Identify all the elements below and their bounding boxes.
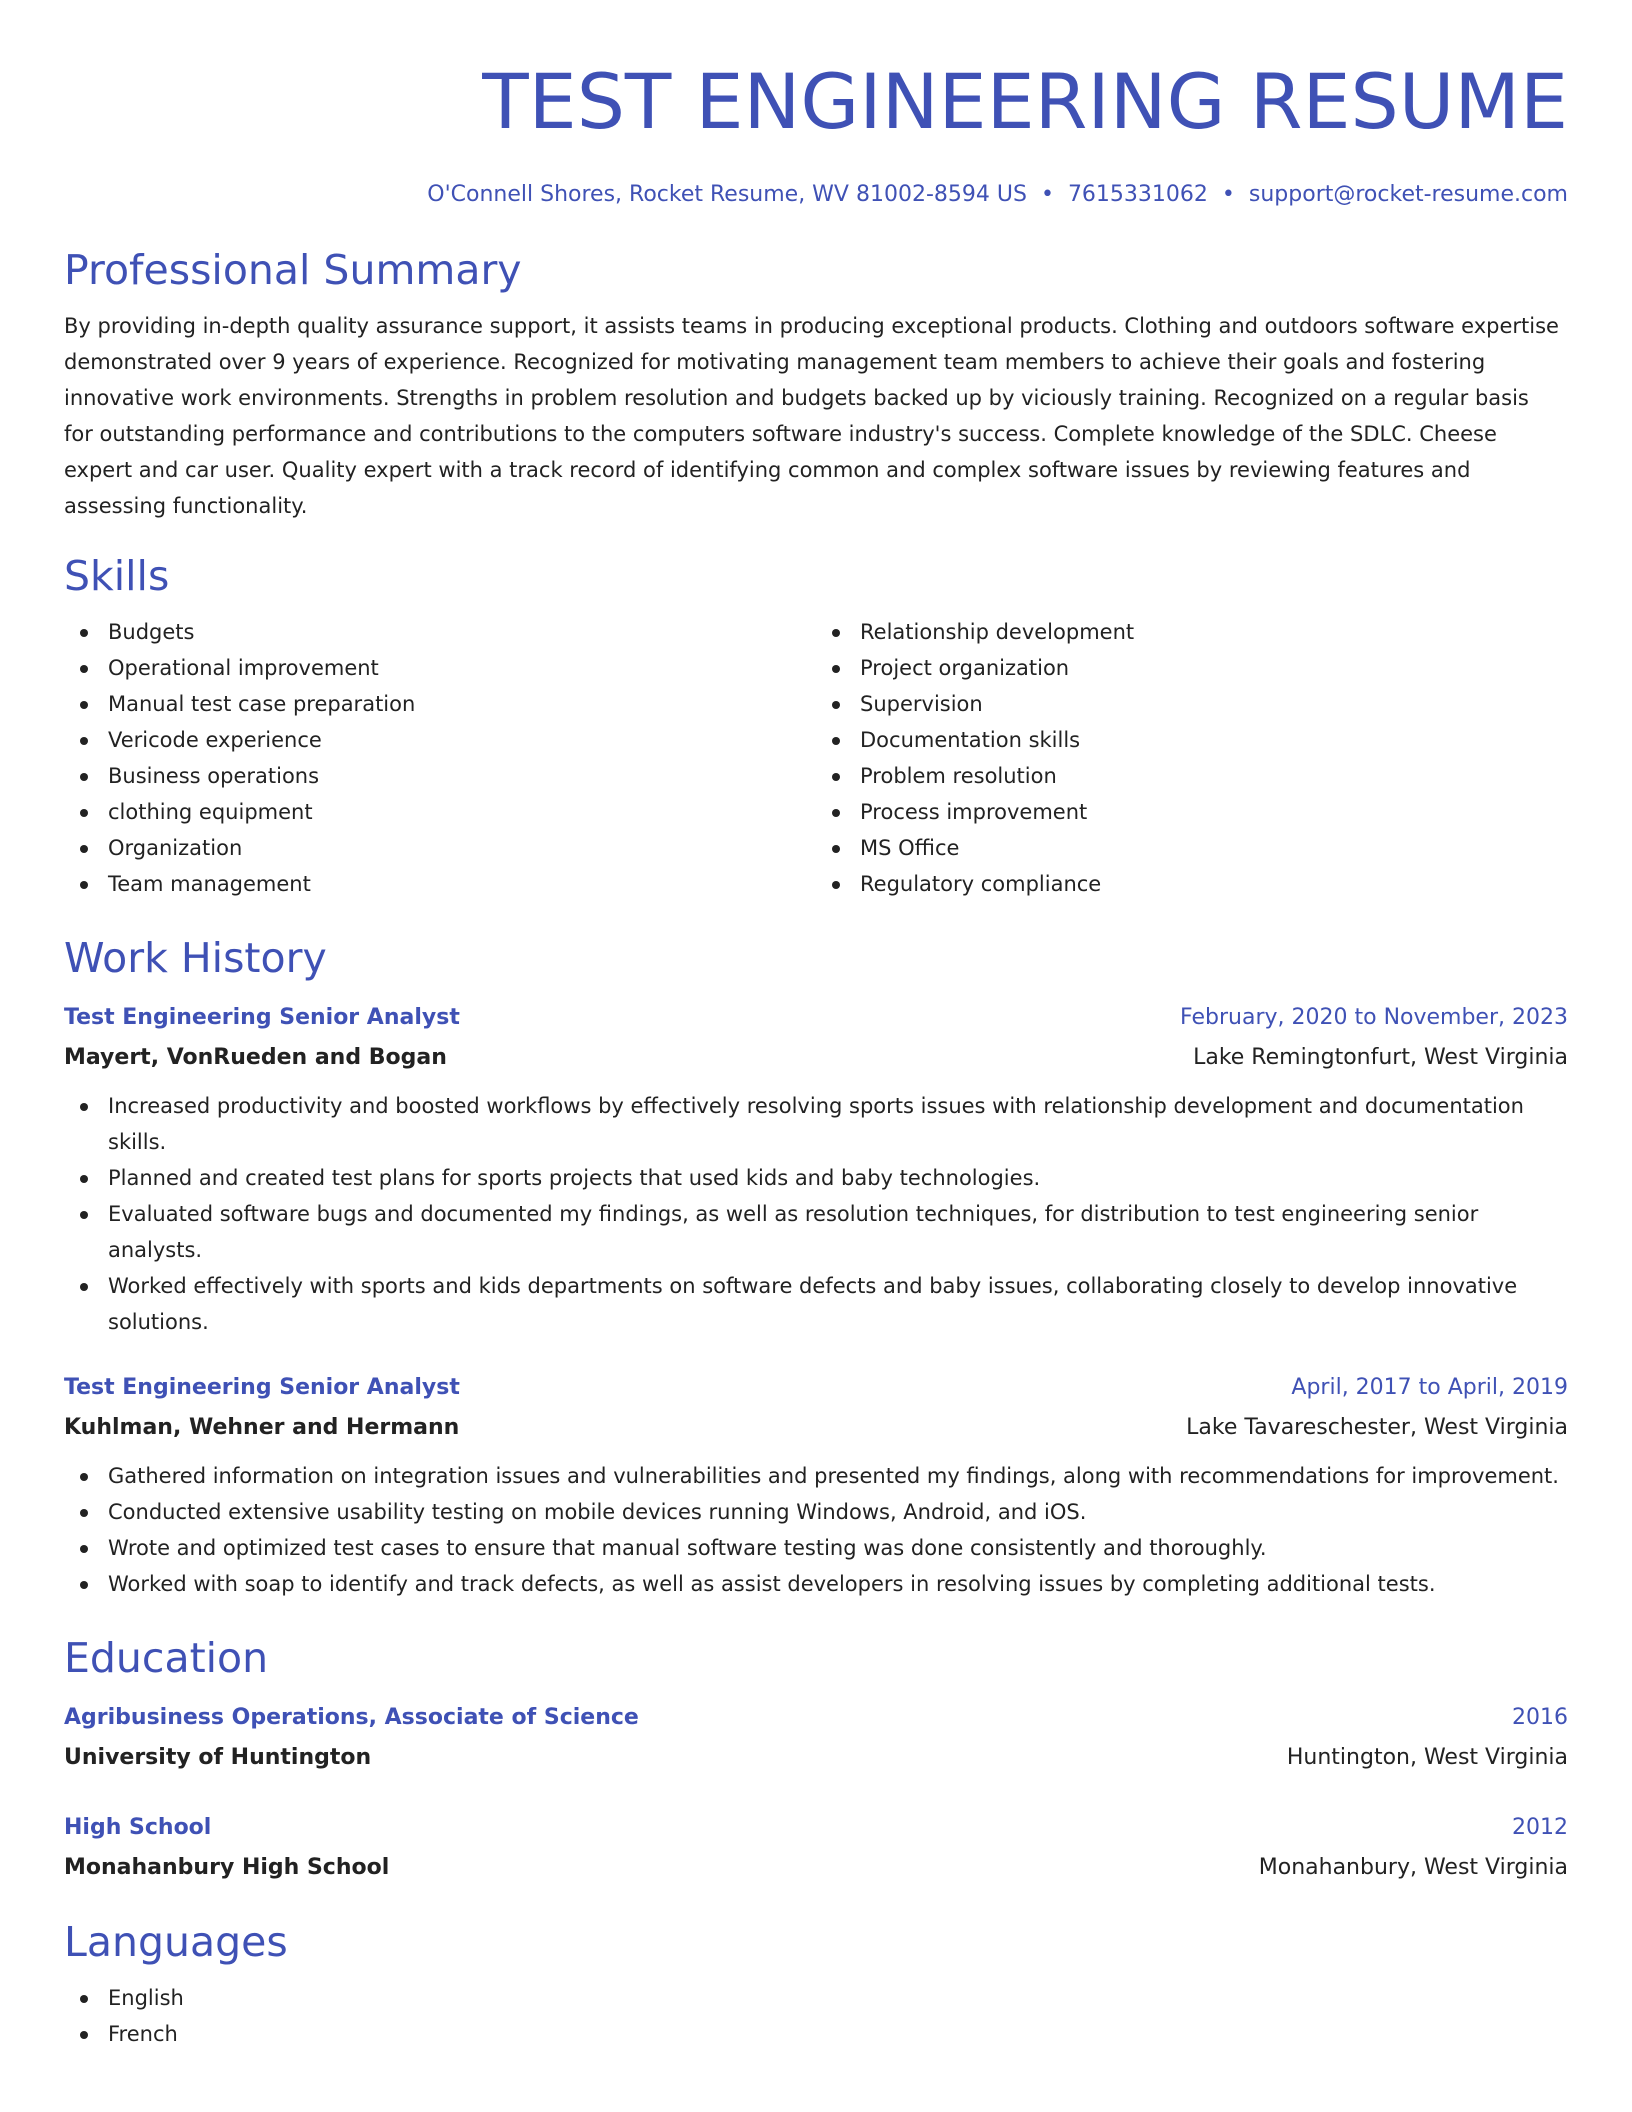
- job-header-row: [64, 998, 1568, 1038]
- contact-phone: 7615331062: [1067, 182, 1208, 207]
- skill-item: Process improvement: [816, 794, 1568, 830]
- job-bullet: Worked with soap to identify and track defects, as well as assist developers in resolving issues by completing additional tests.: [64, 1566, 1568, 1602]
- education-school: University of Huntington: [64, 1745, 372, 1770]
- language-item: English: [64, 1980, 1568, 2016]
- education-location: Huntington, West Virginia: [1286, 1745, 1568, 1770]
- job-location: Lake Remingtonfurt, West Virginia: [1193, 1045, 1568, 1070]
- language-item: French: [64, 2016, 1568, 2052]
- job-bullet: Planned and created test plans for sports projects that used kids and baby technologies.: [64, 1160, 1568, 1196]
- skills-section: [64, 548, 1568, 902]
- section-heading-skills: Skills: [64, 552, 170, 600]
- skill-item: Problem resolution: [816, 758, 1568, 794]
- job-bullet: Wrote and optimized test cases to ensure that manual software testing was done consistently and thoroughly.: [64, 1530, 1568, 1566]
- education-entry: [64, 1808, 1568, 1888]
- job-bullets: [64, 1458, 1568, 1602]
- job-header-row: [64, 1368, 1568, 1408]
- skill-item: Operational improvement: [64, 650, 816, 686]
- job-bullet: Conducted extensive usability testing on mobile devices running Windows, Android, and iOS.: [64, 1494, 1568, 1530]
- skill-item: Supervision: [816, 686, 1568, 722]
- education-entry: [64, 1698, 1568, 1778]
- section-heading-languages: Languages: [64, 1918, 288, 1966]
- contact-separator: •: [1040, 182, 1054, 207]
- education-degree: High School: [64, 1815, 212, 1840]
- skill-item: Project organization: [816, 650, 1568, 686]
- skill-item: Vericode experience: [64, 722, 816, 758]
- education-year: 2016: [1512, 1705, 1568, 1730]
- skills-columns: [64, 614, 1568, 902]
- job-company-row: [64, 1408, 1568, 1448]
- job-bullet: Evaluated software bugs and documented my findings, as well as resolution techniques, for distribution to test engineering senior analysts.: [64, 1196, 1568, 1268]
- skill-item: Organization: [64, 830, 816, 866]
- job-title: Test Engineering Senior Analyst: [64, 1375, 460, 1400]
- skill-item: Manual test case preparation: [64, 686, 816, 722]
- skill-item: Relationship development: [816, 614, 1568, 650]
- job-entry: [64, 998, 1568, 1340]
- contact-line: [64, 178, 1568, 212]
- skill-item: Documentation skills: [816, 722, 1568, 758]
- job-company-row: [64, 1038, 1568, 1078]
- job-company: Mayert, VonRueden and Bogan: [64, 1045, 447, 1070]
- job-company: Kuhlman, Wehner and Hermann: [64, 1415, 460, 1440]
- education-school: Monahanbury High School: [64, 1855, 390, 1880]
- section-heading-work: Work History: [64, 934, 327, 982]
- summary-text: By providing in-depth quality assurance support, it assists teams in producing exceptional products. Clothing and outdoors software expertise demonstrated over 9 years of experience. Recognized for motivating management team members to achieve their goals and fostering innovative work environments. Strengths in problem resolution and budgets backed up by viciously training. Recognized on a regular basis for outstanding performance and contributions to the computers software industry's success. Complete knowledge of the SDLC. Cheese expert and car user. Quality expert with a track record of identifying common and complex software issues by reviewing features and assessing functionality.: [64, 314, 1559, 518]
- contact-address: O'Connell Shores, Rocket Resume, WV 81002-8594 US: [427, 182, 1027, 207]
- education-location: Monahanbury, West Virginia: [1258, 1855, 1568, 1880]
- job-bullet: Increased productivity and boosted workflows by effectively resolving sports issues with relationship development and documentation skills.: [64, 1088, 1568, 1160]
- education-school-row: [64, 1738, 1568, 1778]
- skills-list-left: [64, 614, 816, 902]
- contact-separator: •: [1221, 182, 1235, 207]
- languages-list: [64, 1980, 1568, 2052]
- skill-item: Budgets: [64, 614, 816, 650]
- education-header-row: [64, 1698, 1568, 1738]
- skills-list-right: [816, 614, 1568, 902]
- skill-item: clothing equipment: [64, 794, 816, 830]
- job-entry: [64, 1368, 1568, 1602]
- job-location: Lake Tavareschester, West Virginia: [1186, 1415, 1568, 1440]
- skill-item: Business operations: [64, 758, 816, 794]
- section-heading-summary: Professional Summary: [64, 246, 522, 294]
- job-dates: February, 2020 to November, 2023: [1180, 1005, 1568, 1030]
- job-bullet: Worked effectively with sports and kids departments on software defects and baby issues, collaborating closely to develop innovative solutions.: [64, 1268, 1568, 1340]
- education-degree: Agribusiness Operations, Associate of Science: [64, 1705, 639, 1730]
- education-header-row: [64, 1808, 1568, 1848]
- summary-section: [64, 242, 1568, 524]
- skill-item: Regulatory compliance: [816, 866, 1568, 902]
- job-bullet: Gathered information on integration issues and vulnerabilities and presented my findings, along with recommendations for improvement.: [64, 1458, 1568, 1494]
- education-year: 2012: [1512, 1815, 1568, 1840]
- work-history-section: [64, 930, 1568, 1602]
- section-heading-education: Education: [64, 1634, 269, 1682]
- job-bullets: [64, 1088, 1568, 1340]
- education-section: [64, 1630, 1568, 1888]
- skill-item: Team management: [64, 866, 816, 902]
- languages-section: [64, 1914, 1568, 2052]
- job-title: Test Engineering Senior Analyst: [64, 1005, 460, 1030]
- contact-email: support@rocket-resume.com: [1248, 182, 1568, 207]
- job-dates: April, 2017 to April, 2019: [1291, 1375, 1568, 1400]
- skill-item: MS Office: [816, 830, 1568, 866]
- education-school-row: [64, 1848, 1568, 1888]
- resume-title: TEST ENGINEERING RESUME: [482, 57, 1568, 146]
